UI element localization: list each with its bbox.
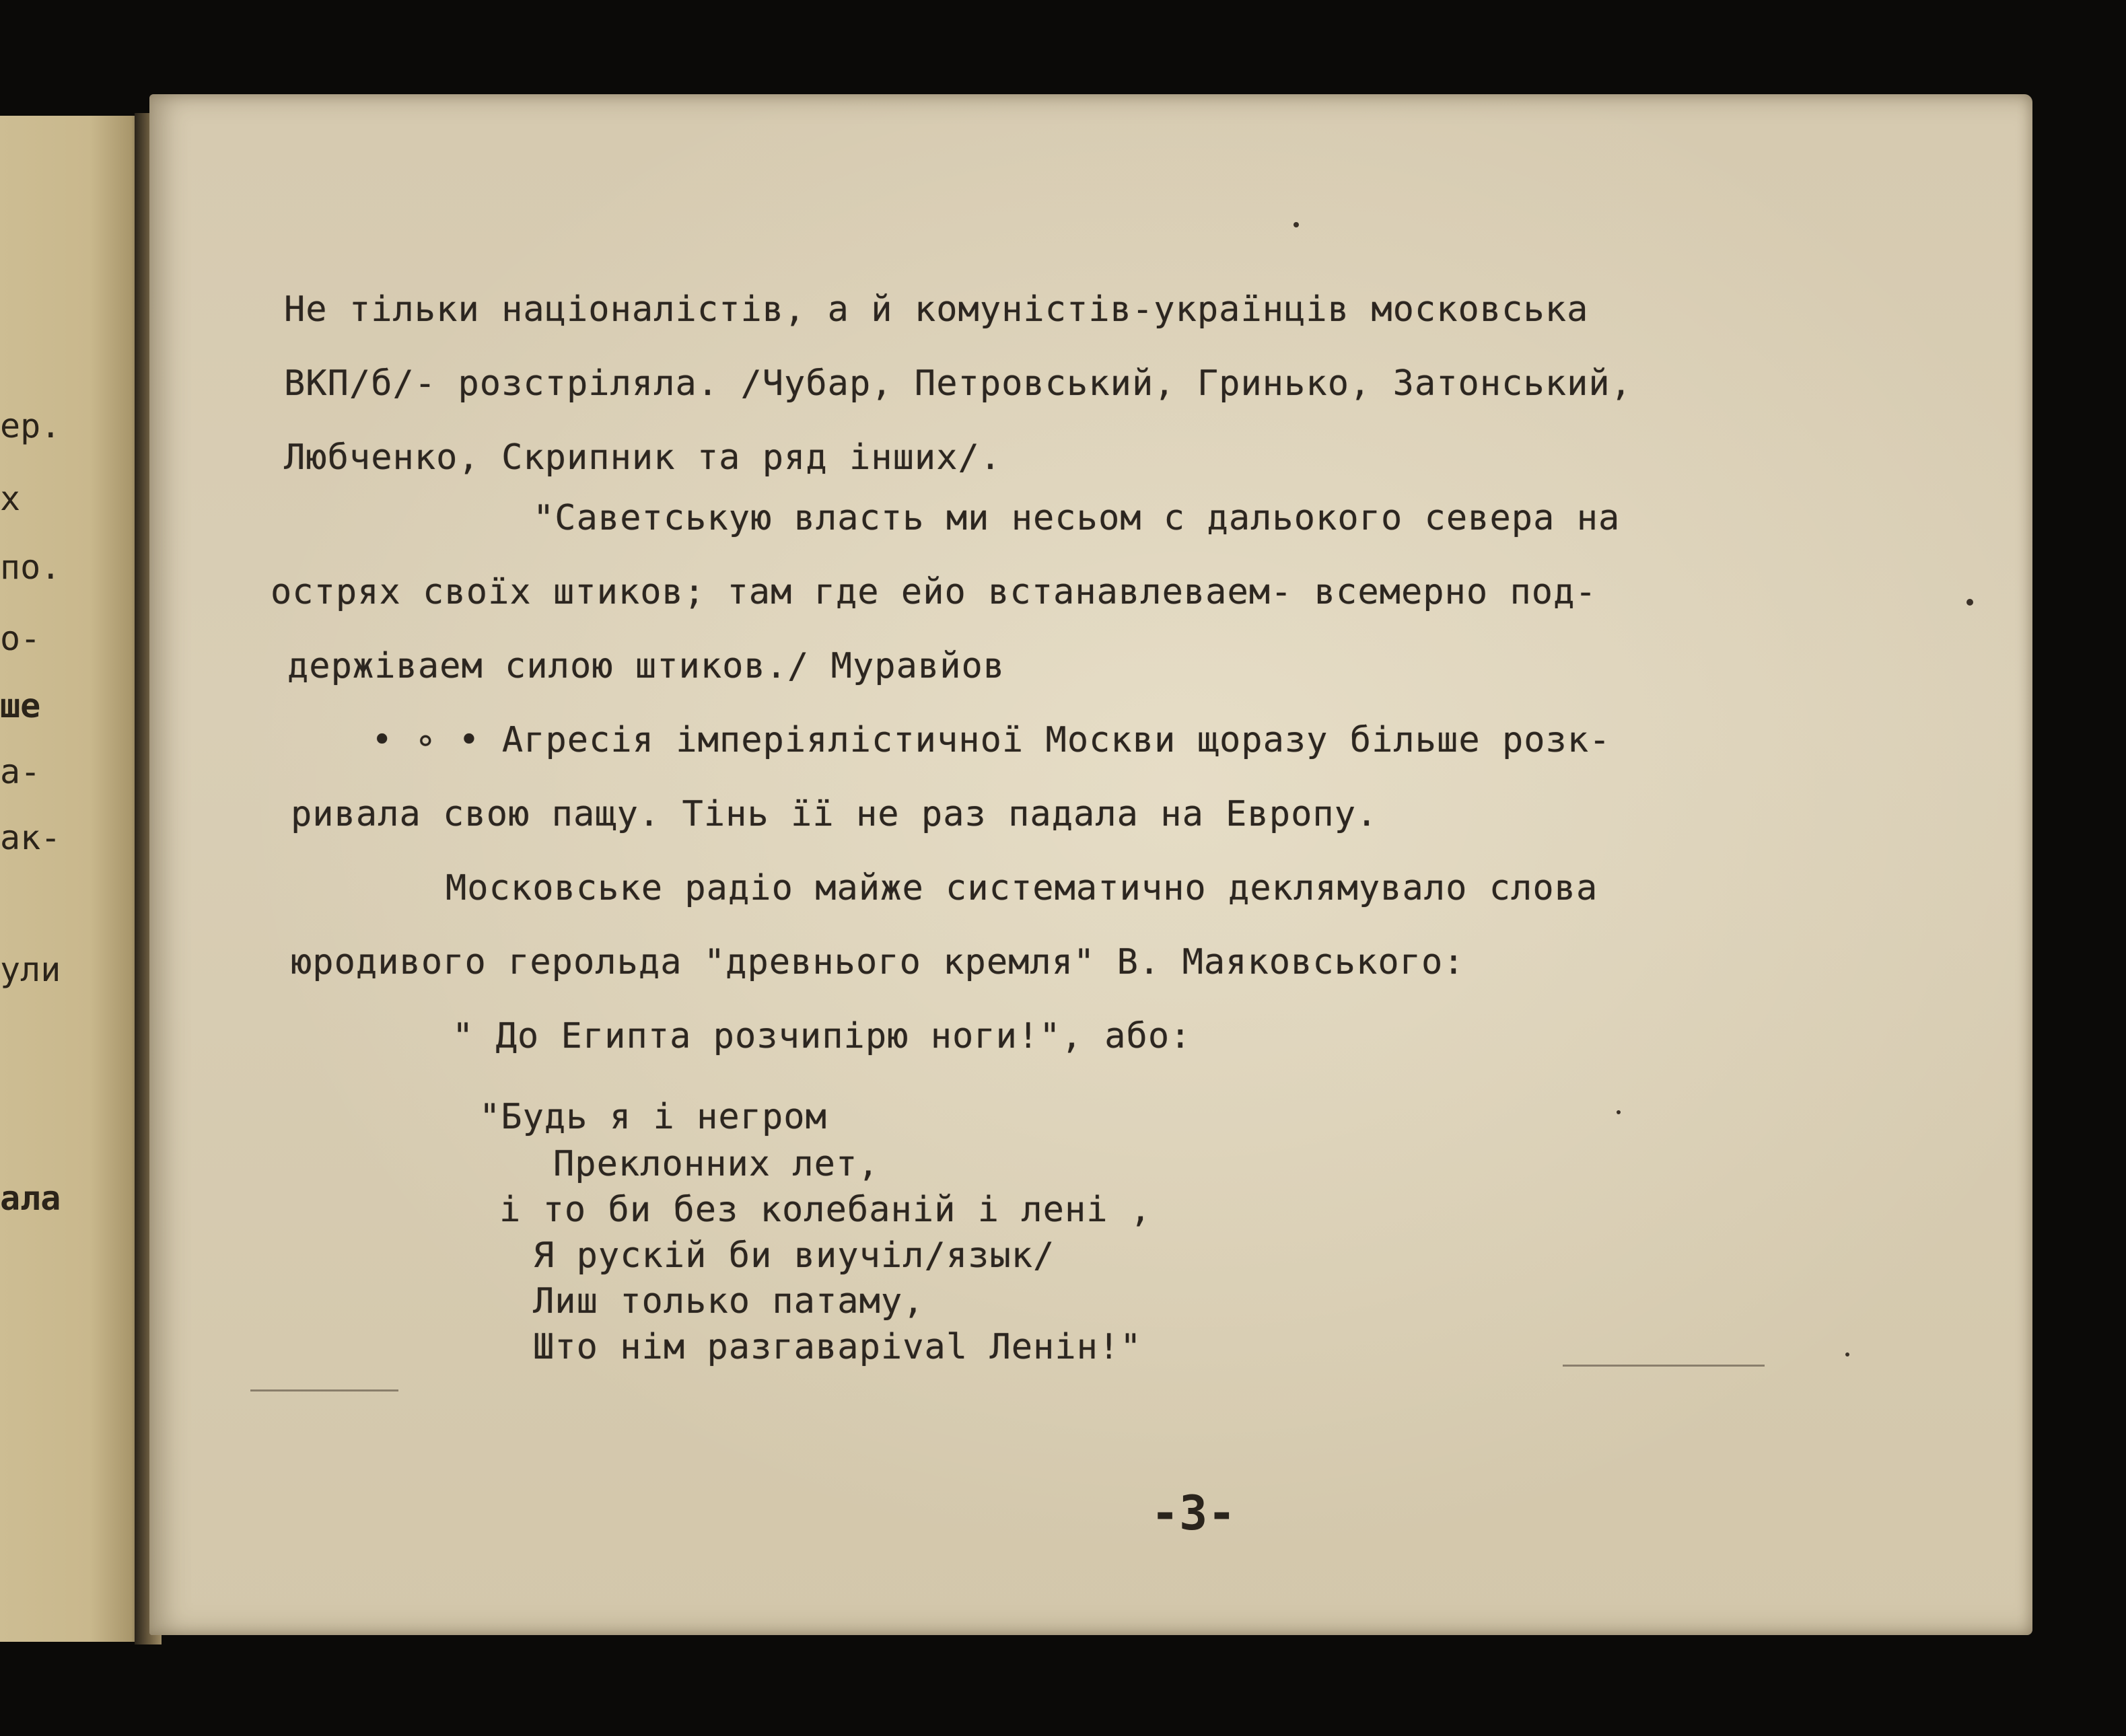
divider-line — [250, 1389, 398, 1391]
ink-speck — [1617, 1110, 1621, 1114]
poem-line: і то би без колебаній і лені , — [499, 1190, 1152, 1230]
ink-speck — [1966, 599, 1973, 606]
poem-line: Лиш только патаму, — [533, 1281, 925, 1322]
text-line: держіваем силою штиков./ Муравйов — [287, 646, 1005, 686]
left-page-fragment: о- — [0, 619, 41, 658]
left-page-fragment: ше — [0, 686, 41, 725]
text-line: Любченко, Скрипник та ряд інших/. — [284, 437, 1002, 478]
left-page-fragment: ак- — [0, 818, 61, 857]
divider-line — [1563, 1365, 1765, 1367]
ink-speck — [1294, 222, 1299, 227]
text-line: Московське радіо майже систематично деклямувало слова — [446, 868, 1598, 908]
text-line: • ∘ • Агресія імперіялістичної Москви щоразу більше розк- — [371, 720, 1611, 760]
text-line: ВКП/б/- розстріляла. /Чубар, Петровський, Гринько, Затонський, — [284, 363, 1633, 404]
poem-line: "Будь я і негром — [479, 1097, 827, 1137]
text-line: "Саветськую власть ми несьом с дальокого севера на — [533, 498, 1621, 538]
text-line: острях своїх штиков; там где ейо встанавлеваем- всемерно под- — [271, 572, 1597, 612]
text-line: Не тільки націоналістів, а й комуністів-українців московська — [284, 289, 1589, 330]
ink-speck — [1845, 1352, 1849, 1357]
left-page-fragment: а- — [0, 752, 41, 791]
left-page-fragment: х — [0, 479, 21, 518]
text-line: ривала свою пащу. Тінь її не раз падала на Европу. — [291, 794, 1378, 834]
poem-line: Преклонних лет, — [553, 1144, 880, 1184]
text-line: " До Египта розчипірю ноги!", або: — [452, 1016, 1192, 1056]
left-page-fragment: по. — [0, 548, 61, 587]
left-page-fragment: ули — [0, 950, 61, 989]
page-number: -3- — [1151, 1486, 1236, 1541]
text-line: юродивого герольда "древнього кремля" В. Маяковського: — [291, 942, 1465, 982]
poem-line: Я рускій би виучіл/язык/ — [533, 1235, 1055, 1276]
left-page — [0, 116, 149, 1642]
poem-line: Што нім разгаваріval Ленін!" — [533, 1327, 1142, 1367]
left-page-fragment: ер. — [0, 406, 61, 445]
typewritten-page — [149, 94, 2032, 1635]
left-page-fragment: ала — [0, 1179, 61, 1218]
